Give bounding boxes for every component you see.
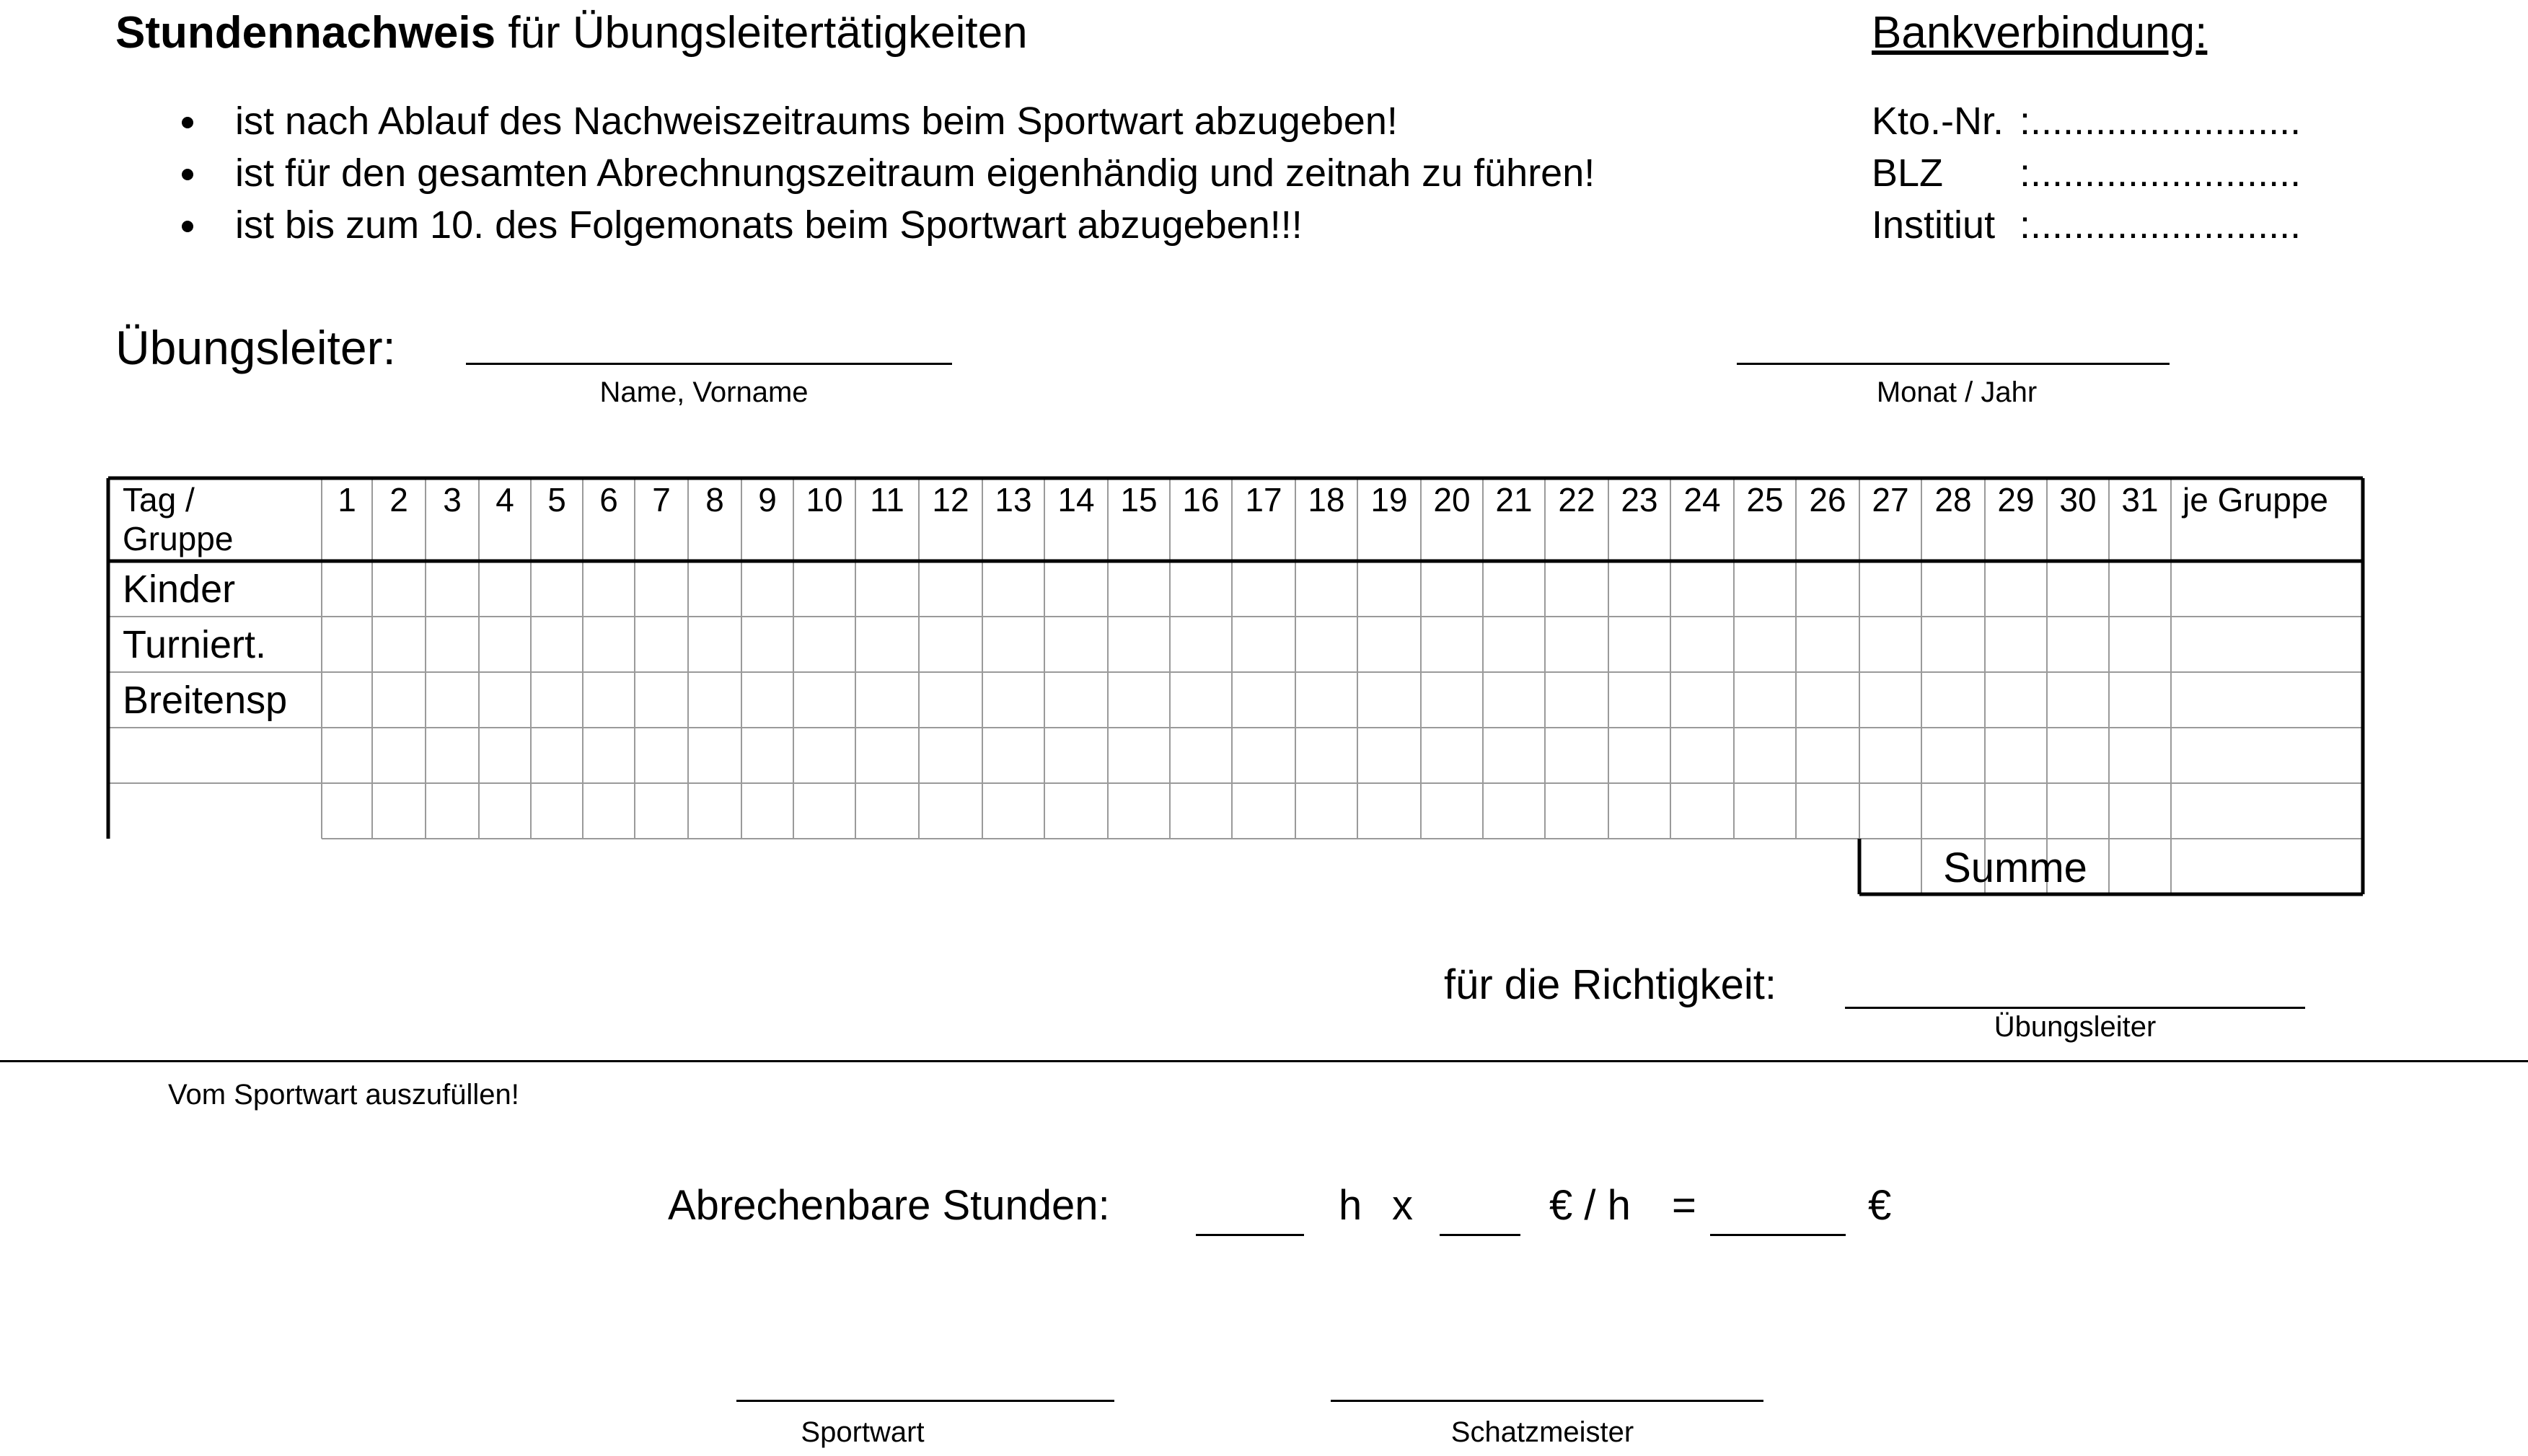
day-header-23: 23	[1621, 481, 1658, 519]
header-day-label: Tag /	[123, 481, 195, 519]
bank-code-value: :.........................	[2020, 151, 2302, 195]
confirmation-caption: Übungsleiter	[1994, 1011, 2157, 1043]
day-header-17: 17	[1245, 481, 1282, 519]
amount-blank[interactable]	[1710, 1234, 1846, 1236]
day-header-1: 1	[338, 481, 356, 519]
header-per-group: je Gruppe	[2183, 481, 2329, 519]
sum-label: Summe	[1943, 844, 2087, 891]
rate-blank[interactable]	[1440, 1234, 1520, 1236]
month-year-caption: Monat / Jahr	[1876, 376, 2038, 408]
day-header-28: 28	[1934, 481, 1972, 519]
section-divider	[0, 1060, 2528, 1062]
equals-sign: =	[1672, 1182, 1696, 1229]
day-header-6: 6	[599, 481, 618, 519]
name-caption: Name, Vorname	[599, 376, 809, 408]
header-group-label: Gruppe	[123, 520, 234, 557]
unit-rate: € / h	[1549, 1182, 1631, 1229]
day-header-24: 24	[1683, 481, 1721, 519]
bank-code-label: BLZ	[1872, 151, 1944, 195]
instruction-item: ist für den gesamten Abrechnungszeitraum eigenhändig und zeitnah zu führen!	[173, 147, 1595, 199]
day-header-20: 20	[1433, 481, 1471, 519]
confirmation-signature-line[interactable]	[1845, 1007, 2305, 1009]
sportwart-caption: Sportwart	[801, 1416, 925, 1448]
multiply-sign: x	[1392, 1182, 1413, 1229]
day-header-2: 2	[389, 481, 408, 519]
sportwart-signature-line[interactable]	[736, 1400, 1114, 1402]
day-header-10: 10	[806, 481, 843, 519]
billable-hours-label: Abrechenbare Stunden:	[668, 1182, 1110, 1229]
group-row-label: Turniert.	[123, 623, 267, 666]
day-header-4: 4	[496, 481, 514, 519]
bank-account-label: Kto.-Nr.	[1872, 100, 2004, 143]
hours-blank[interactable]	[1196, 1234, 1304, 1236]
instruction-item: ist bis zum 10. des Folgemonats beim Sportwart abzugeben!!!	[173, 199, 1595, 251]
group-row-label: Kinder	[123, 568, 236, 611]
day-header-15: 15	[1120, 481, 1158, 519]
day-header-9: 9	[758, 481, 777, 519]
bank-heading: Bankverbindung:	[1872, 8, 2208, 58]
treasurer-caption: Schatzmeister	[1450, 1416, 1634, 1448]
day-header-27: 27	[1872, 481, 1909, 519]
unit-hours: h	[1339, 1182, 1362, 1229]
day-header-18: 18	[1308, 481, 1345, 519]
day-header-3: 3	[443, 481, 462, 519]
day-header-31: 31	[2121, 481, 2159, 519]
day-header-13: 13	[995, 481, 1032, 519]
day-header-25: 25	[1746, 481, 1784, 519]
day-header-21: 21	[1495, 481, 1533, 519]
day-header-29: 29	[1997, 481, 2035, 519]
day-header-11: 11	[870, 481, 904, 519]
bank-institute-value: :.........................	[2020, 203, 2302, 247]
day-header-19: 19	[1370, 481, 1408, 519]
day-header-5: 5	[547, 481, 566, 519]
day-header-12: 12	[932, 481, 969, 519]
treasurer-signature-line[interactable]	[1331, 1400, 1763, 1402]
instruction-item: ist nach Ablauf des Nachweiszeitraums beim Sportwart abzugeben!	[173, 95, 1595, 147]
day-header-14: 14	[1057, 481, 1095, 519]
bank-account-value: :.........................	[2020, 100, 2302, 143]
day-header-7: 7	[652, 481, 671, 519]
currency-sign: €	[1868, 1182, 1892, 1229]
day-header-8: 8	[705, 481, 724, 519]
trainer-label: Übungsleiter:	[115, 321, 396, 374]
day-header-22: 22	[1558, 481, 1595, 519]
admin-note: Vom Sportwart auszufüllen!	[168, 1079, 519, 1111]
day-header-26: 26	[1809, 481, 1846, 519]
day-header-16: 16	[1182, 481, 1220, 519]
group-row-label: Breitensp	[123, 679, 288, 722]
bank-institute-label: Institiut	[1872, 203, 1996, 247]
confirmation-label: für die Richtigkeit:	[1444, 961, 1776, 1008]
day-header-30: 30	[2059, 481, 2097, 519]
document-title: Stundennachweis für Übungsleitertätigkeiten	[115, 8, 1028, 58]
